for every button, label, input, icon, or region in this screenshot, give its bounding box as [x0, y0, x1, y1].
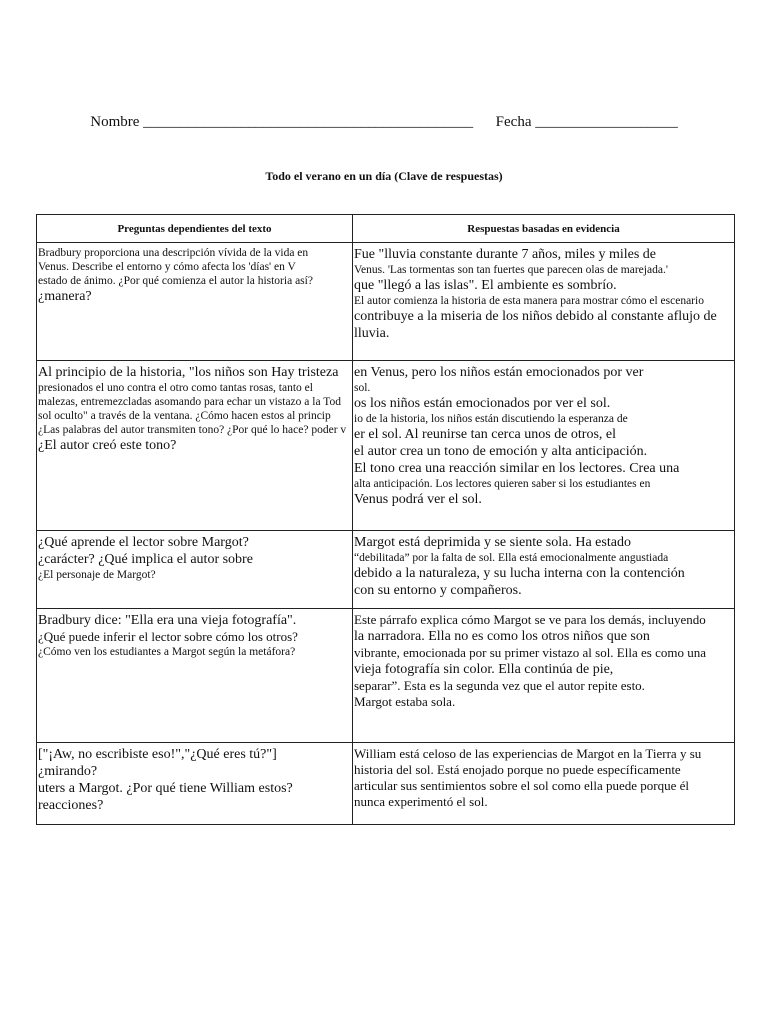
question-text-line: malezas, entremezcladas asomando para echar un vistazo a la Tod — [38, 396, 341, 409]
answer-text-line: nunca experimentó el sol. — [354, 793, 488, 809]
question-cell — [37, 531, 353, 609]
table-row — [37, 361, 735, 531]
table-row — [37, 531, 735, 609]
answer-text-line: en Venus, pero los niños están emocionados por ver — [354, 365, 644, 380]
answer-text-line: separar”. Esta es la segunda vez que el autor repite esto. — [354, 677, 645, 693]
question-text-line: ¿Qué aprende el lector sobre Margot? — [38, 535, 249, 550]
answer-key-table — [36, 214, 735, 825]
answer-text-line: contribuye a la miseria de los niños debido al constante aflujo de — [354, 309, 717, 325]
answer-cell — [353, 361, 735, 531]
answer-text-line: er el sol. Al reunirse tan cerca unos de otros, el — [354, 427, 617, 443]
question-text-line: presionados el uno contra el otro como tantas rosas, tanto el — [38, 382, 313, 395]
answer-text-line: con su entorno y compañeros. — [354, 583, 522, 599]
answer-cell — [353, 243, 735, 361]
answer-text-line: sol. — [354, 382, 371, 395]
answer-text-line: “debilitada” por la falta de sol. Ella está emocionalmente angustiada — [354, 552, 669, 565]
question-text-line: ¿manera? — [38, 289, 92, 305]
question-text-line: ¿carácter? ¿Qué implica el autor sobre — [38, 552, 253, 568]
answer-text-line: El autor comienza la historia de esta manera para mostrar cómo el escenario — [354, 295, 704, 308]
answer-text-line: la narradora. Ella no es como los otros niños que son — [354, 628, 650, 644]
question-cell — [37, 361, 353, 531]
question-text-line: sol oculto" a través de la ventana. ¿Cómo hacen estos al princip — [38, 410, 331, 423]
answer-text-line: debido a la naturaleza, y su lucha interna con la contención — [354, 566, 685, 582]
answer-text-line: el autor crea un tono de emoción y alta anticipación. — [354, 444, 648, 460]
answer-text-line: vieja fotografía sin color. Ella continúa de pie, — [354, 661, 614, 677]
table-row — [37, 743, 735, 825]
question-text-line: ¿Qué puede inferir el lector sobre cómo los otros? — [38, 629, 298, 645]
answer-cell — [353, 531, 735, 609]
answer-text-line: alta anticipación. Los lectores quieren saber si los estudiantes en — [354, 478, 651, 491]
answer-text-line: que "llegó a las islas". El ambiente es sombrío. — [354, 278, 617, 294]
question-text-line: ¿El personaje de Margot? — [38, 569, 156, 582]
column-header-answers: Respuestas basadas en evidencia — [353, 215, 735, 243]
answer-text-line: historia del sol. Está enojado porque no puede específicamente — [354, 761, 681, 777]
table-header-row — [37, 215, 735, 243]
answer-text-line: Venus. 'Las tormentas son tan fuertes que parecen olas de marejada.' — [354, 264, 668, 277]
question-text-line: Venus. Describe el entorno y cómo afecta los 'días' en V — [38, 261, 296, 274]
question-text-line: Bradbury dice: "Ella era una vieja fotografía". — [38, 613, 297, 628]
question-text-line: Bradbury proporciona una descripción vívida de la vida en — [38, 247, 309, 259]
question-cell — [37, 243, 353, 361]
answer-cell — [353, 743, 735, 825]
question-cell — [37, 743, 353, 825]
answer-text-line: Venus podrá ver el sol. — [354, 492, 482, 508]
question-text-line: ¿Las palabras del autor transmiten tono? ¿Por qué lo hace? poder v — [38, 424, 347, 437]
answer-text-line: articular sus sentimientos sobre el sol como ella puede porque él — [354, 777, 690, 793]
answer-text-line: vibrante, emocionada por su primer vistazo al sol. Ella es como una — [354, 644, 706, 660]
table-row — [37, 609, 735, 743]
answer-text-line: William está celoso de las experiencias de Margot en la Tierra y su — [354, 746, 702, 761]
answer-text-line: lluvia. — [354, 326, 390, 342]
question-text-line: uters a Margot. ¿Por qué tiene William estos? — [38, 781, 293, 797]
question-text-line: ["¡Aw, no escribiste eso!","¿Qué eres tú?"] — [38, 747, 277, 762]
answer-text-line: os los niños están emocionados por ver el sol. — [354, 396, 611, 412]
answer-text-line: Fue "lluvia constante durante 7 años, miles y miles de — [354, 247, 656, 262]
answer-text-line: Margot está deprimida y se siente sola. Ha estado — [354, 535, 631, 550]
question-text-line: ¿mirando? — [38, 764, 98, 780]
answer-cell — [353, 609, 735, 743]
question-cell — [37, 609, 353, 743]
question-text-line: ¿Cómo ven los estudiantes a Margot según la metáfora? — [38, 645, 296, 658]
column-header-questions: Preguntas dependientes del texto — [37, 215, 353, 243]
question-text-line: reacciones? — [38, 798, 104, 814]
question-text-line: ¿El autor creó este tono? — [38, 438, 177, 454]
name-date-line: Nombre ____________________________________________ Fecha ___________________ — [90, 114, 678, 130]
answer-text-line: Este párrafo explica cómo Margot se ve para los demás, incluyendo — [354, 612, 706, 627]
table-row — [37, 243, 735, 361]
question-text-line: estado de ánimo. ¿Por qué comienza el autor la historia así? — [38, 275, 313, 288]
answer-text-line: El tono crea una reacción similar en los lectores. Crea una — [354, 461, 680, 477]
answer-text-line: Margot estaba sola. — [354, 693, 456, 709]
answer-text-line: io de la historia, los niños están discutiendo la esperanza de — [354, 413, 628, 426]
document-title: Todo el verano en un día (Clave de respuestas) — [265, 169, 503, 183]
question-text-line: Al principio de la historia, "los niños son Hay tristeza — [38, 365, 339, 380]
